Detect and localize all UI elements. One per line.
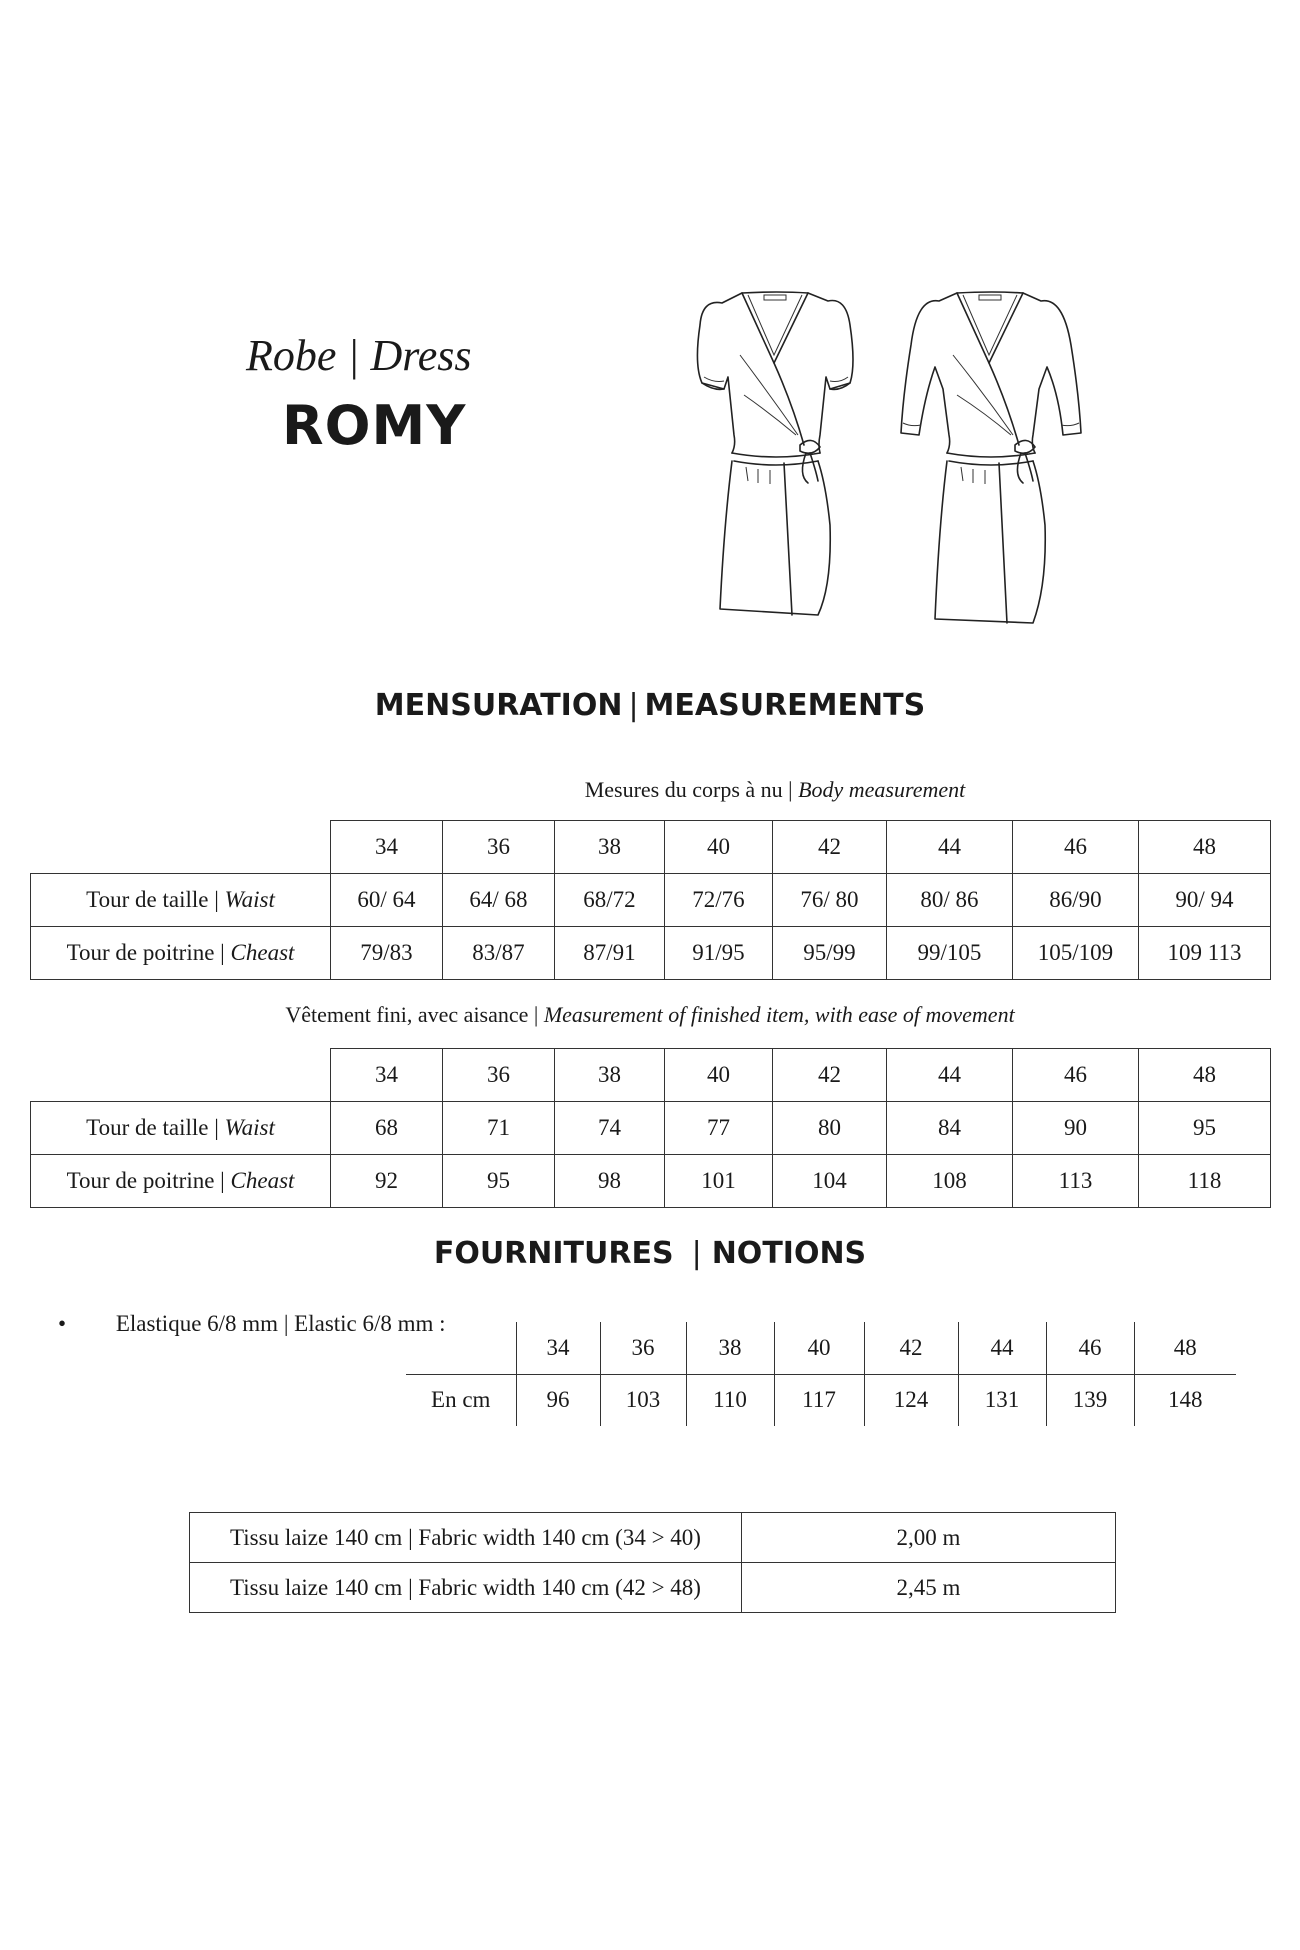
row-label-waist [31,874,331,927]
size-cell: 34 [516,1322,600,1374]
size-cell: 44 [958,1322,1046,1374]
elastic-item [58,1311,446,1337]
notions-heading-fr: FOURNITURES [433,1236,674,1271]
value-cell: 117 [774,1374,864,1426]
row-label-chest [31,1155,331,1208]
value-cell: 90 [1013,1102,1139,1155]
size-cell: 48 [1134,1322,1236,1374]
heading-separator: | [628,688,639,723]
value-cell: 68/72 [555,874,665,927]
table-corner [31,821,331,874]
value-cell: 98 [555,1155,665,1208]
value-cell: 113 [1013,1155,1139,1208]
table-row [31,1155,1271,1208]
subtitle-en: Dress [370,331,472,380]
measurements-heading-en: MEASUREMENTS [644,688,926,723]
size-cell: 48 [1139,1049,1271,1102]
size-cell: 40 [665,1049,773,1102]
body-measurement-caption [0,777,1300,803]
value-cell: 87/91 [555,927,665,980]
size-cell: 34 [331,821,443,874]
measurements-heading-fr: MENSURATION [374,688,623,723]
value-cell: 80 [773,1102,887,1155]
body-measurement-table [30,820,1271,980]
size-cell: 42 [773,821,887,874]
size-cell: 38 [686,1322,774,1374]
bullet-icon: • [58,1311,67,1336]
row-label-chest [31,927,331,980]
size-cell: 36 [600,1322,686,1374]
value-cell: 101 [665,1155,773,1208]
row-label-en: Cheast [230,940,295,965]
size-cell: 44 [887,1049,1013,1102]
size-cell: 38 [555,1049,665,1102]
value-cell: 64/ 68 [443,874,555,927]
table-row [190,1513,1116,1563]
value-cell: 139 [1046,1374,1134,1426]
size-cell: 38 [555,821,665,874]
notions-heading-en: NOTIONS [711,1236,867,1271]
size-cell: 34 [331,1049,443,1102]
row-label-en: Waist [224,1115,275,1140]
value-cell: 105/109 [1013,927,1139,980]
size-cell: 42 [864,1322,958,1374]
row-label-fr: Tour de poitrine | [66,940,231,965]
value-cell: 72/76 [665,874,773,927]
value-cell: 118 [1139,1155,1271,1208]
fabric-label: Tissu laize 140 cm | Fabric width 140 cm (42 > 48) [190,1563,742,1613]
subtitle [246,330,472,381]
size-cell: 46 [1013,1049,1139,1102]
value-cell: 90/ 94 [1139,874,1271,927]
value-cell: 124 [864,1374,958,1426]
value-cell: 76/ 80 [773,874,887,927]
page-title: ROMY [282,394,467,457]
size-header-row [31,1049,1271,1102]
fabric-value: 2,45 m [742,1563,1116,1613]
value-cell: 77 [665,1102,773,1155]
value-cell: 79/83 [331,927,443,980]
size-cell: 40 [774,1322,864,1374]
subtitle-fr: Robe [246,331,337,380]
value-cell: 92 [331,1155,443,1208]
size-cell: 40 [665,821,773,874]
row-label-waist [31,1102,331,1155]
size-cell: 46 [1046,1322,1134,1374]
row-label-fr: Tour de taille | [86,887,225,912]
value-cell: 91/95 [665,927,773,980]
row-label-en: Cheast [230,1168,295,1193]
size-cell: 36 [443,821,555,874]
size-cell: 48 [1139,821,1271,874]
value-cell: 86/90 [1013,874,1139,927]
value-cell: 104 [773,1155,887,1208]
dress-short-sleeve-icon [697,292,853,615]
size-cell: 44 [887,821,1013,874]
size-cell: 42 [773,1049,887,1102]
value-cell: 95 [443,1155,555,1208]
size-header-row [406,1322,1236,1374]
dress-illustrations [680,285,1100,630]
value-cell: 109 113 [1139,927,1271,980]
elastic-label: Elastique 6/8 mm | Elastic 6/8 mm : [115,1311,446,1336]
finished-caption-en: Measurement of finished item, with ease of movement [543,1002,1015,1027]
fabric-value: 2,00 m [742,1513,1116,1563]
table-row [31,927,1271,980]
fabric-table [189,1512,1116,1613]
value-cell: 95 [1139,1102,1271,1155]
row-label-en-cm: En cm [431,1387,491,1413]
measurements-heading [0,688,1300,723]
body-caption-en: Body measurement [798,777,966,802]
value-cell: 60/ 64 [331,874,443,927]
body-caption-fr: Mesures du corps à nu | [584,777,799,802]
subtitle-separator: | [347,331,360,380]
table-row [406,1374,1236,1426]
row-label-fr: Tour de poitrine | [66,1168,231,1193]
elastic-table [406,1322,1236,1426]
table-corner [31,1049,331,1102]
size-cell: 46 [1013,821,1139,874]
size-cell: 36 [443,1049,555,1102]
table-row [31,874,1271,927]
value-cell: 99/105 [887,927,1013,980]
row-label-fr: Tour de taille | [86,1115,225,1140]
value-cell: 108 [887,1155,1013,1208]
table-row [190,1563,1116,1613]
value-cell: 110 [686,1374,774,1426]
heading-separator: | [691,1236,702,1271]
fabric-label: Tissu laize 140 cm | Fabric width 140 cm (34 > 40) [190,1513,742,1563]
value-cell: 74 [555,1102,665,1155]
finished-measurement-caption [0,1002,1300,1028]
dress-long-sleeve-icon [901,292,1081,623]
value-cell: 95/99 [773,927,887,980]
value-cell: 68 [331,1102,443,1155]
table-corner [406,1322,516,1374]
table-row [31,1102,1271,1155]
value-cell: 84 [887,1102,1013,1155]
finished-caption-fr: Vêtement fini, avec aisance | [285,1002,544,1027]
value-cell: 71 [443,1102,555,1155]
value-cell: 83/87 [443,927,555,980]
finished-measurement-table [30,1048,1271,1208]
value-cell: 103 [600,1374,686,1426]
value-cell: 80/ 86 [887,874,1013,927]
value-cell: 96 [516,1374,600,1426]
notions-heading [0,1236,1300,1271]
size-header-row [31,821,1271,874]
row-label-en: Waist [224,887,275,912]
value-cell: 148 [1134,1374,1236,1426]
value-cell: 131 [958,1374,1046,1426]
